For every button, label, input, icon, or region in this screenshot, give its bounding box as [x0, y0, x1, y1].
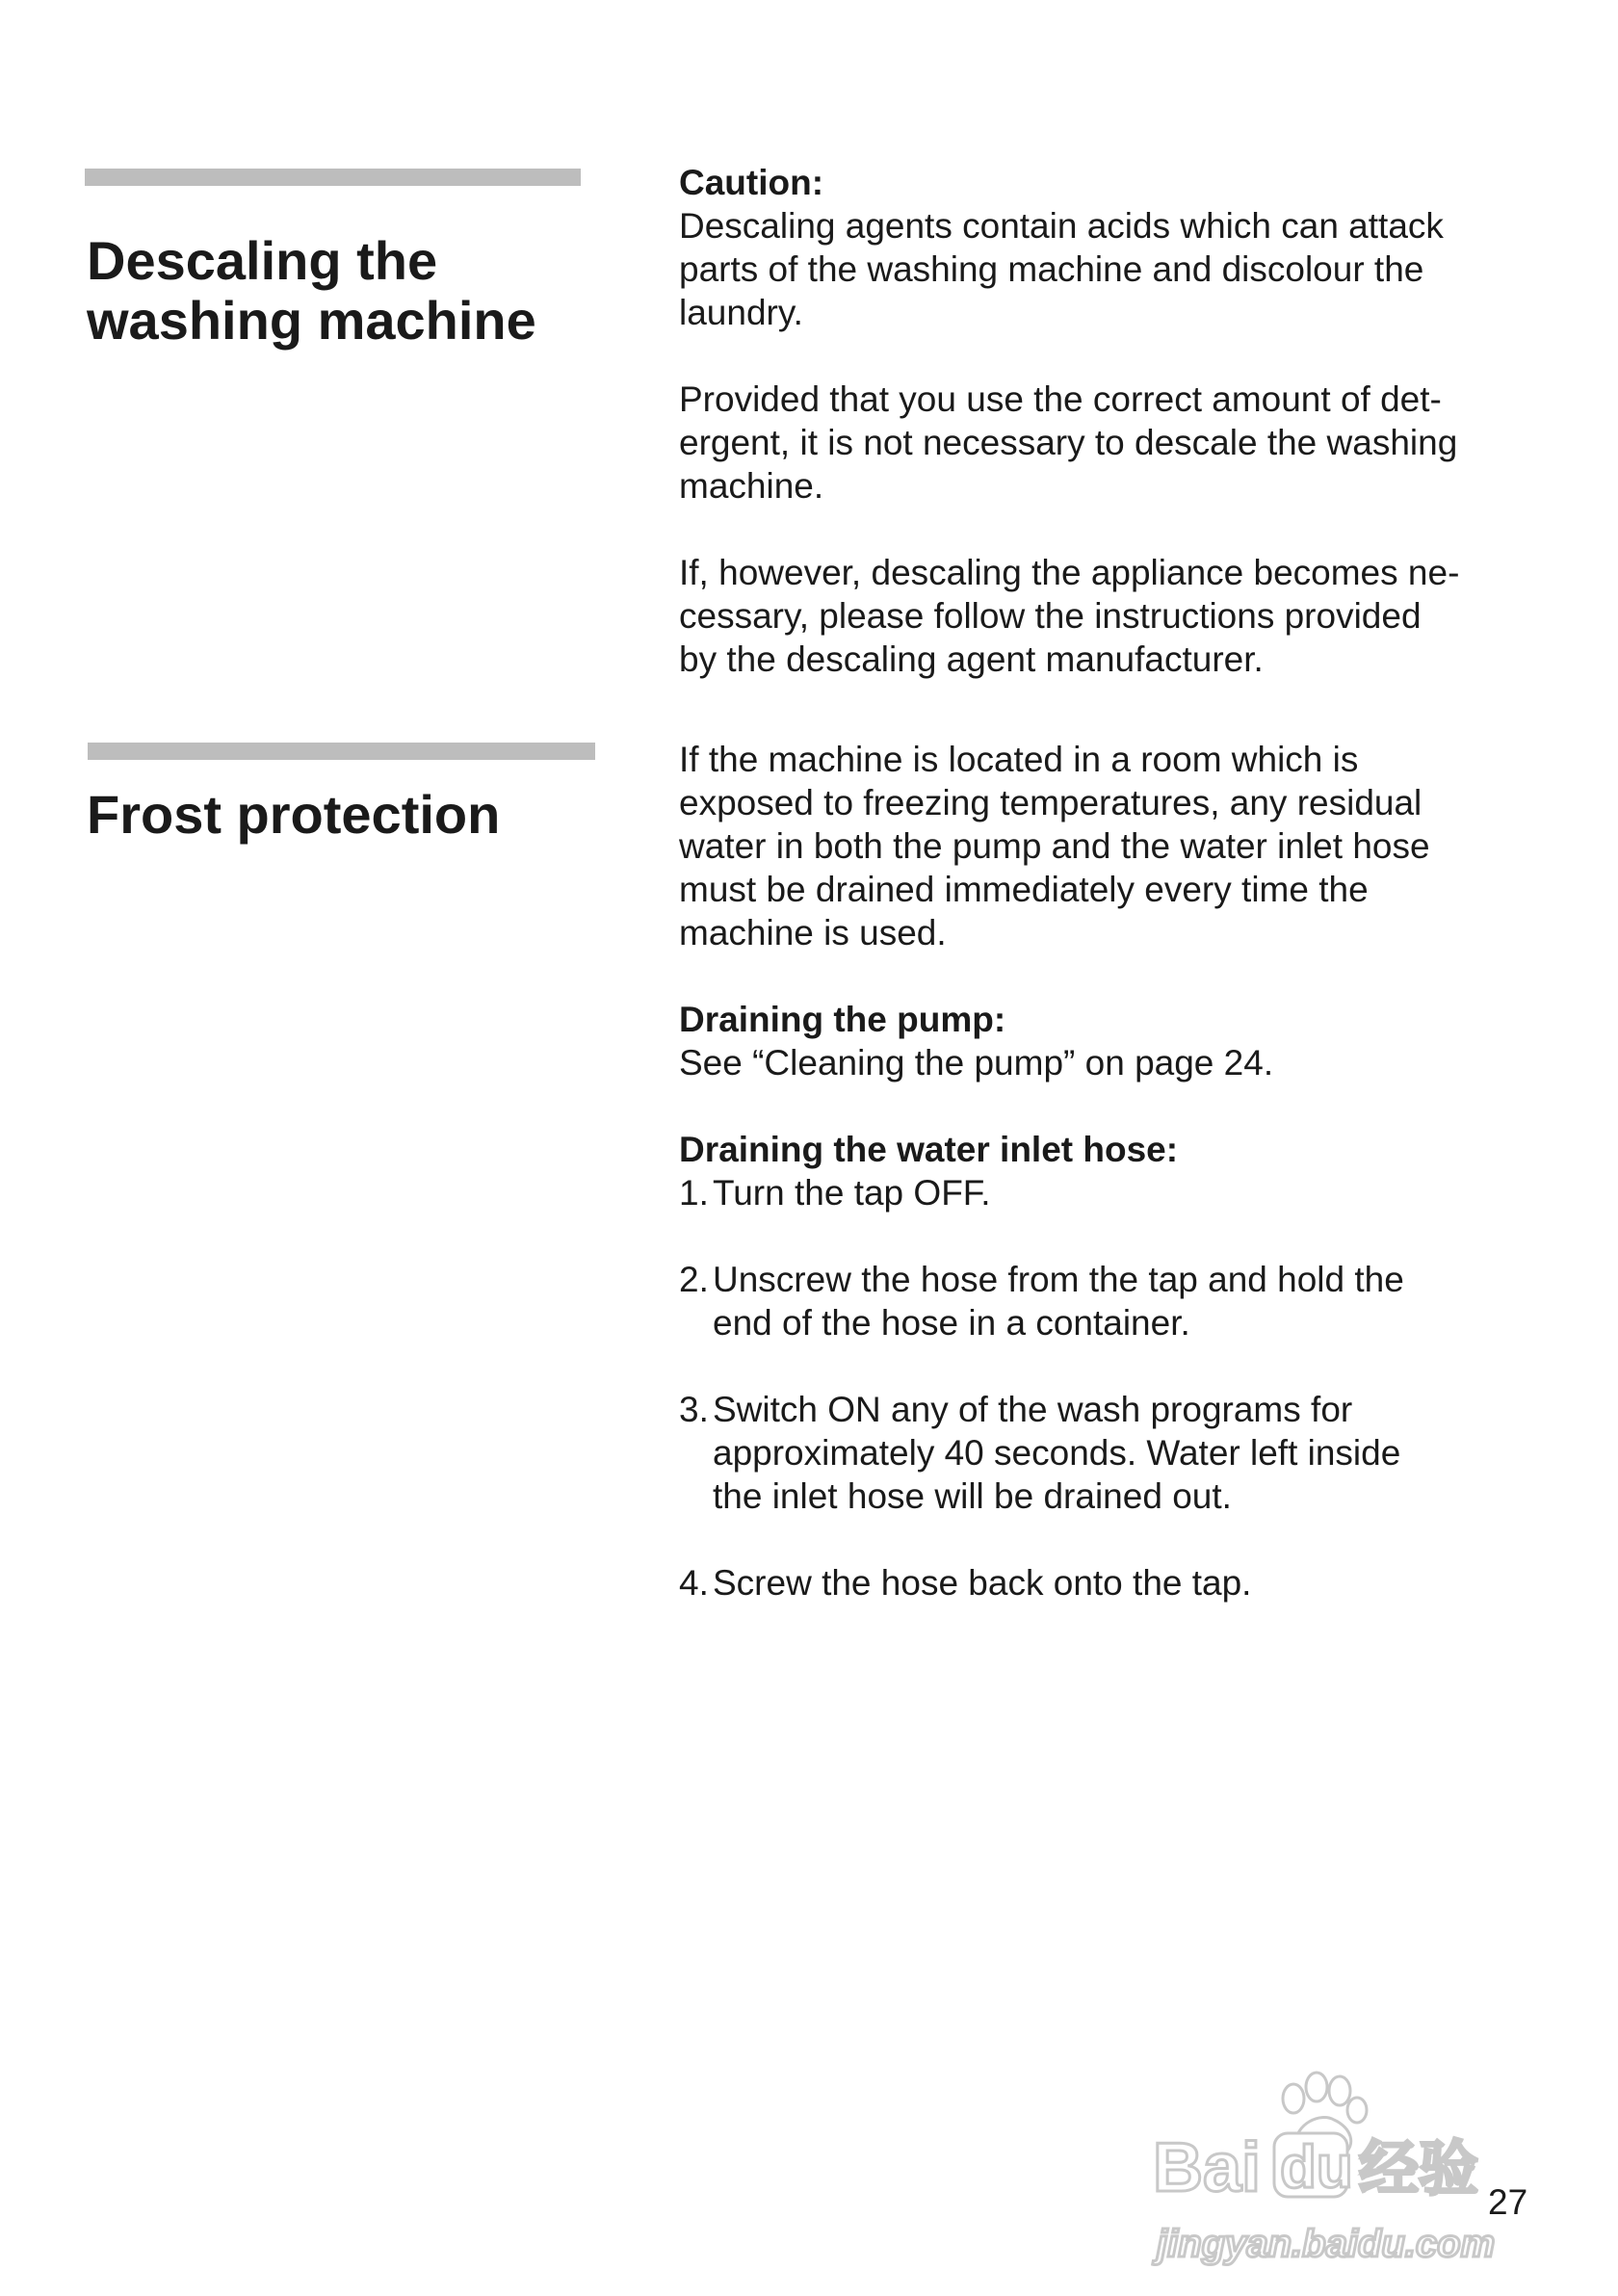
heading-frost-protection: Frost protection — [87, 784, 501, 845]
step-item — [679, 1171, 1551, 1214]
paragraph-line: must be drained immediately every time the — [679, 870, 1369, 909]
baidu-jingyan-watermark — [1151, 2056, 1536, 2278]
step-line: approximately 40 seconds. Water left inside — [713, 1433, 1401, 1473]
paragraph-line: If, however, descaling the appliance becomes ne- — [679, 553, 1460, 592]
caution-label: Caution: — [679, 163, 824, 202]
page-number: 27 — [1488, 2182, 1528, 2222]
step-line: the inlet hose will be drained out. — [713, 1476, 1232, 1516]
step-line: Screw the hose back onto the tap. — [713, 1563, 1252, 1603]
step-number: 4. — [679, 1563, 709, 1603]
step-line: Unscrew the hose from the tap and hold the — [713, 1260, 1404, 1299]
section-divider-frost — [88, 743, 595, 760]
paragraph-line: If the machine is located in a room which is — [679, 740, 1359, 779]
paragraph-line: exposed to freezing temperatures, any residual — [679, 783, 1422, 822]
caution-line: laundry. — [679, 293, 803, 332]
step-item — [679, 1258, 1551, 1344]
caution-line: parts of the washing machine and discolour the — [679, 249, 1424, 289]
paragraph-line: machine. — [679, 466, 824, 506]
heading-descaling — [87, 231, 536, 351]
paragraph-line: ergent, it is not necessary to descale the washing — [679, 423, 1458, 462]
step-line: Switch ON any of the wash programs for — [713, 1390, 1353, 1429]
descaling-body — [679, 161, 1551, 681]
step-number: 2. — [679, 1260, 709, 1299]
jingyan-cn-text: 经验 — [1359, 2133, 1479, 2204]
paragraph-line: by the descaling agent manufacturer. — [679, 639, 1264, 679]
paragraph-line: machine is used. — [679, 913, 947, 952]
draining-hose-label: Draining the water inlet hose: — [679, 1130, 1179, 1169]
heading-descaling-line1: Descaling the — [87, 230, 438, 291]
step-number: 1. — [679, 1173, 709, 1213]
heading-descaling-line2: washing machine — [87, 290, 536, 351]
frost-body — [679, 738, 1551, 1605]
baidu-du-text: du — [1280, 2134, 1353, 2201]
draining-pump-label: Draining the pump: — [679, 1000, 1006, 1039]
baidu-logo-text: Bai — [1153, 2129, 1262, 2206]
draining-pump-text: See “Cleaning the pump” on page 24. — [679, 1043, 1274, 1083]
step-line: end of the hose in a container. — [713, 1303, 1190, 1343]
paragraph-line: water in both the pump and the water inlet hose — [679, 826, 1430, 866]
step-item — [679, 1561, 1551, 1605]
step-text — [713, 1561, 1551, 1605]
jingyan-url-text: jingyan.baidu.com — [1157, 2223, 1496, 2265]
paragraph-line: cessary, please follow the instructions provided — [679, 596, 1422, 636]
step-text — [713, 1171, 1551, 1214]
step-line: Turn the tap OFF. — [713, 1173, 991, 1213]
step-number: 3. — [679, 1390, 709, 1429]
section-divider-descaling — [85, 169, 581, 186]
caution-line: Descaling agents contain acids which can attack — [679, 206, 1444, 246]
step-text — [713, 1388, 1551, 1518]
paragraph-line: Provided that you use the correct amount of det- — [679, 379, 1442, 419]
step-item — [679, 1388, 1551, 1518]
step-text — [713, 1258, 1551, 1344]
